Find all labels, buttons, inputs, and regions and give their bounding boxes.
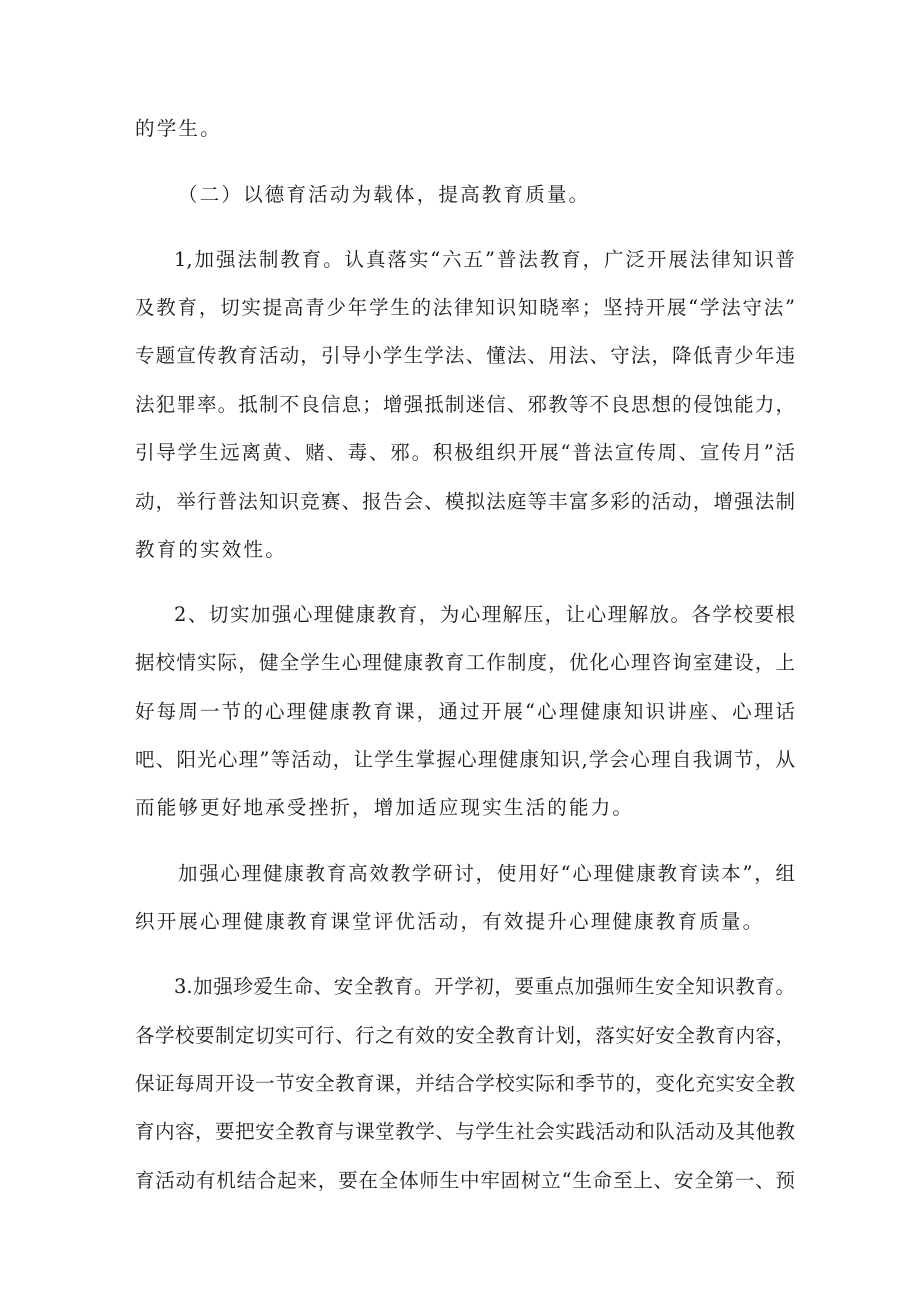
text-line: 育内容，要把安全教育与课堂教学、与学生社会实践活动和队活动及其他教 — [135, 1120, 795, 1143]
text-line: 的学生。 — [135, 117, 222, 140]
text-line: 专题宣传教育活动，引导小学生学法、懂法、用法、守法，降低青少年违 — [135, 344, 795, 367]
text-line: 3.加强珍爱生命、安全教育。开学初，要重点加强师生安全知识教育。 — [174, 975, 795, 998]
section-heading: （二）以德育活动为载体，提高教育质量。 — [178, 183, 591, 206]
text-line: 1,加强法制教育。认真落实“六五”普法教育，广泛开展法律知识普 — [174, 248, 795, 271]
text-line: 加强心理健康教育高效教学研讨，使用好“心理健康教育读本”，组 — [178, 862, 795, 885]
text-line: 各学校要制定切实可行、行之有效的安全教育计划，落实好安全教育内容， — [135, 1024, 795, 1047]
text-line: 织开展心理健康教育课堂评优活动，有效提升心理健康教育质量。 — [135, 910, 765, 933]
text-line: 引导学生远离黄、赌、毒、邪。积极组织开展“普法宣传周、宣传月”活 — [135, 441, 795, 464]
text-line: 保证每周开设一节安全教育课，并结合学校实际和季节的，变化充实安全教 — [135, 1072, 795, 1095]
text-line: 吧、阳光心理”等活动，让学生掌握心理健康知识,学会心理自我调节，从 — [135, 748, 795, 771]
text-line: 育活动有机结合起来，要在全体师生中牢固树立“生命至上、安全第一、预 — [135, 1169, 795, 1192]
text-line: 及教育，切实提高青少年学生的法律知识知晓率；坚持开展“学法守法” — [135, 296, 795, 319]
text-line: 法犯罪率。抵制不良信息；增强抵制迷信、邪教等不良思想的侵蚀能力， — [135, 393, 795, 416]
text-line: 教育的实效性。 — [135, 538, 287, 561]
text-line: 好每周一节的心理健康教育课，通过开展“心理健康知识讲座、心理话 — [135, 700, 795, 723]
text-line: 据校情实际，健全学生心理健康教育工作制度，优化心理咨询室建设，上 — [135, 651, 795, 674]
text-line: 2、切实加强心理健康教育，为心理解压，让心理解放。各学校要根 — [174, 603, 795, 626]
text-line: 动，举行普法知识竞赛、报告会、模拟法庭等丰富多彩的活动，增强法制 — [135, 490, 795, 513]
text-line: 而能够更好地承受挫折，增加适应现实生活的能力。 — [135, 796, 635, 819]
